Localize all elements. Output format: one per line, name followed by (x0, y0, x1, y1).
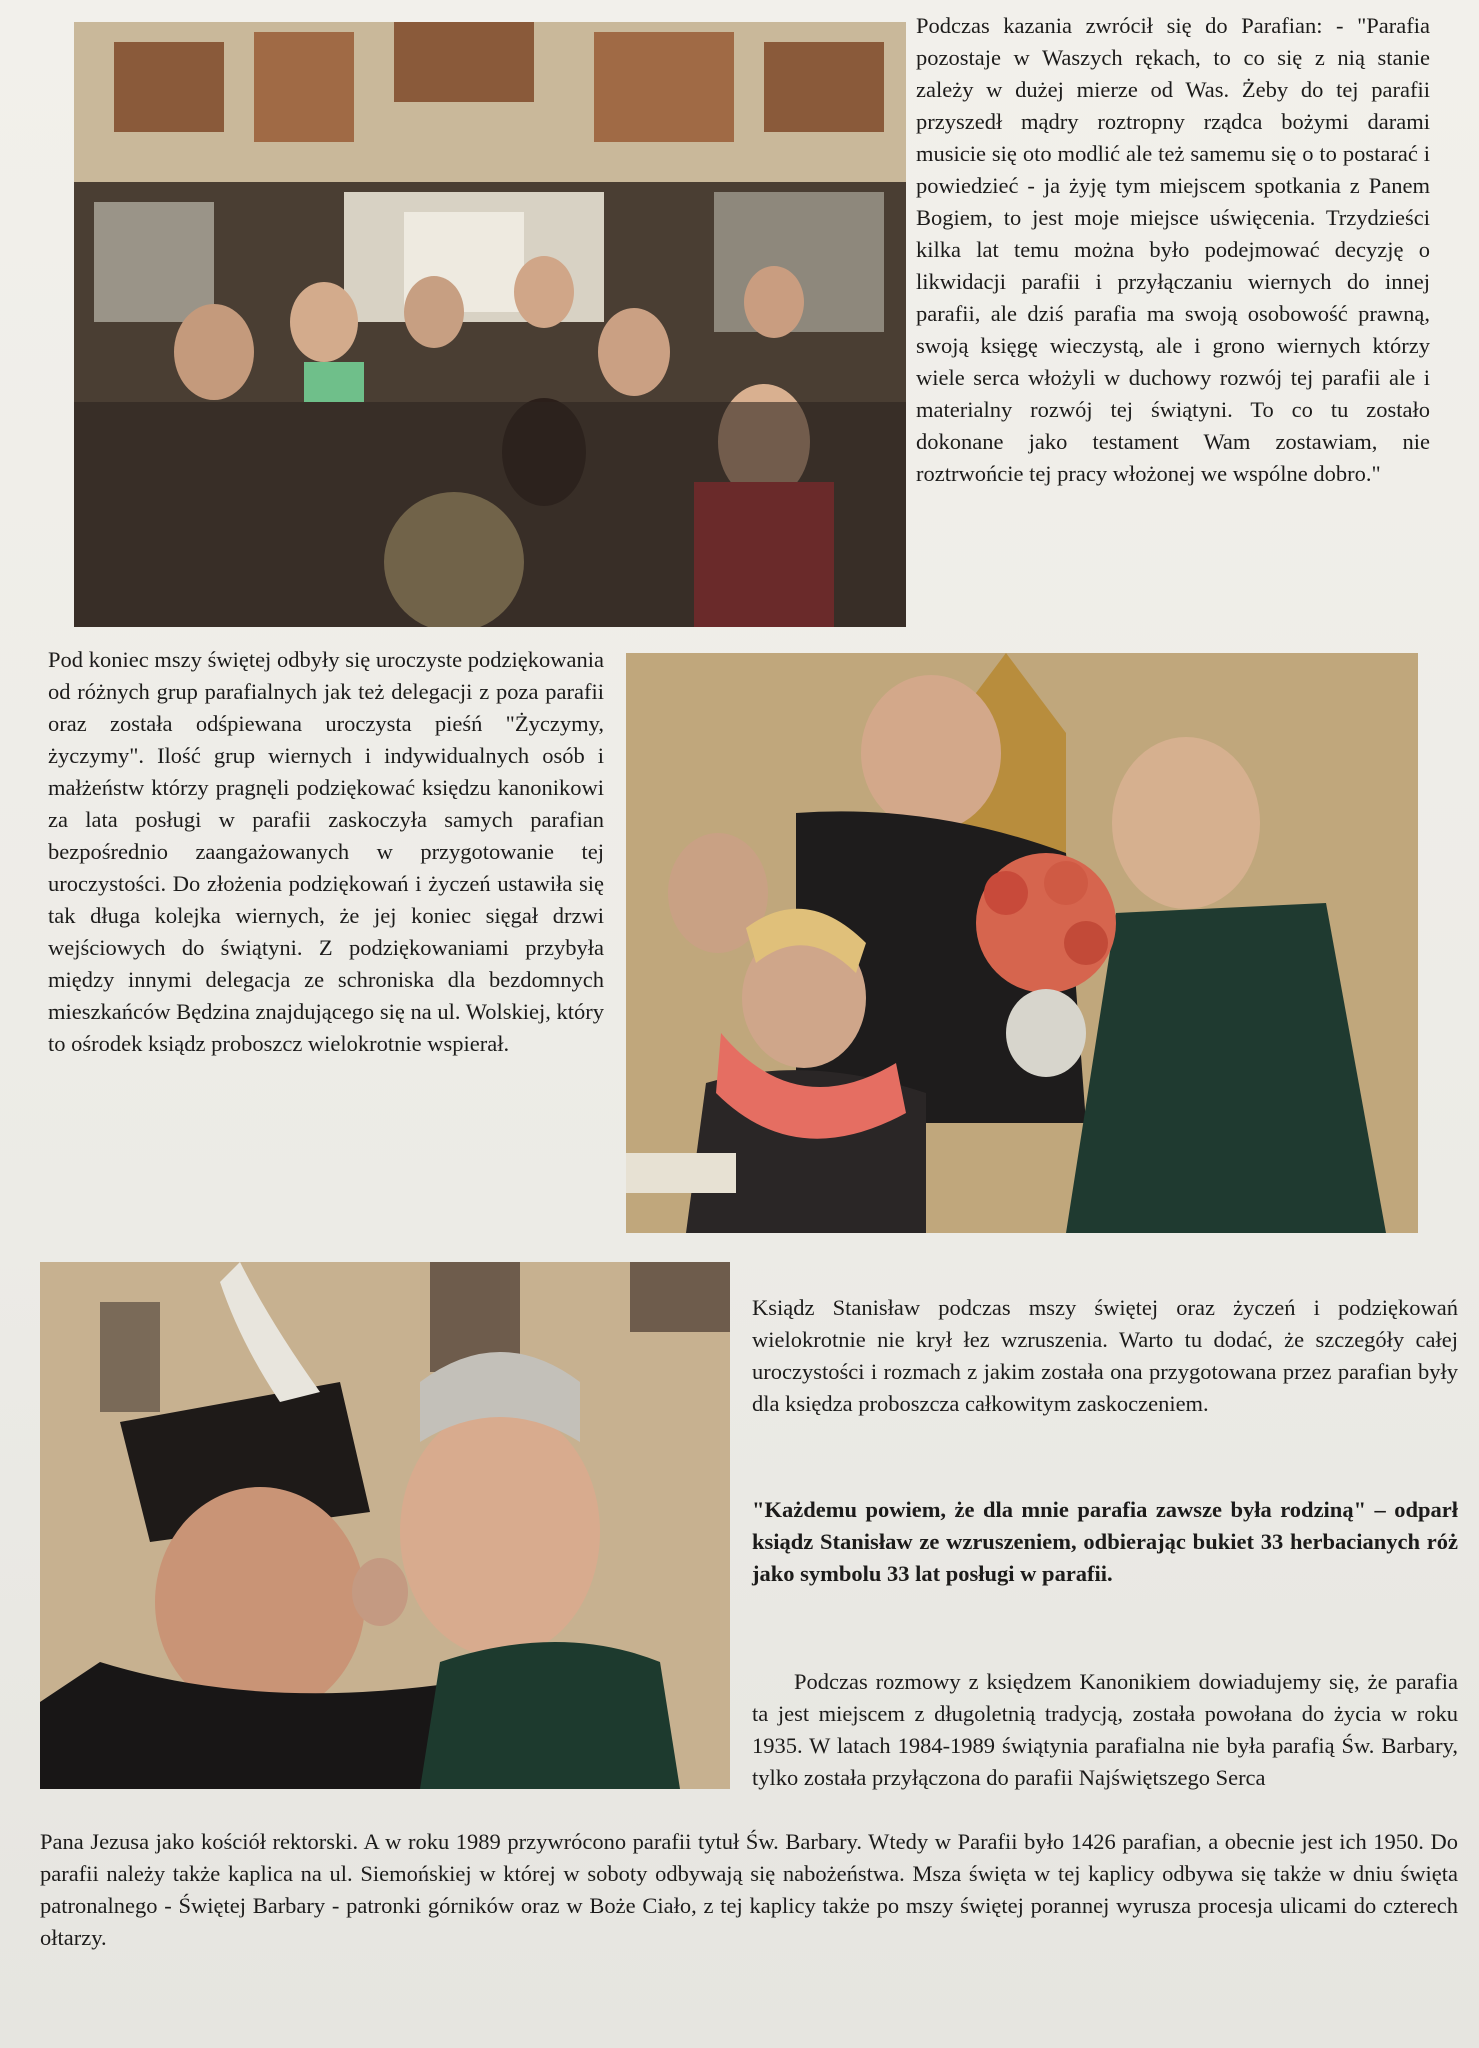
sermon-text: Podczas kazania zwrócił się do Parafian: - "Parafia pozostaje w Waszych rękach, to co się z nią stanie zależy w dużej mierze od Was. Żeby do tej parafii przyszedł mądry roztropny rządca bożymi darami musicie się oto modlić ale też samemu się o to postarać i powiedzieć - ja żyję tym miejscem spotkania z Panem Bogiem, to jest moje miejsce uświęcenia. Trzydzieści kilka lat temu można było podejmować decyzję o likwidacji parafii i przyłączaniu wiernych do innej parafii, ale dziś parafia ma swoją osobowość prawną, swoją księgę wieczystą, ale i grono wiernych którzy wiele serca włożyli w duchowy rozwój tej parafii ale i materialny rozwój tej świątyni. To co tu zostało dokonane jako testament Wam zostawiam, nie roztrwońcie tej pracy włożonej we wspólne dobro." (916, 13, 1430, 486)
quote-paragraph (752, 1494, 1458, 1590)
thanks-text: Pod koniec mszy świętej odbyły się uroczyste podziękowania od różnych grup parafialnych jak też delegacji z poza parafii oraz została odśpiewana uroczysta pieśń "Życzymy, życzymy". Ilość grup wiernych i indywidualnych osób i małżeństw którzy pragnęli podziękować księdzu kanonikowi za lata posługi w parafii zaskoczyła samych parafian bezpośrednio zaangażowanych w przygotowanie tej uroczystości. Do złożenia podziękowań i życzeń ustawiła się tak długa kolejka wiernych, że jej koniec sięgał drzwi wejściowych do świątyni. Z podziękowaniami przybyła między innymi delegacja ze schroniska dla bezdomnych mieszkańców Będzina znajdującego się na ul. Wolskiej, który to ośrodek ksiądz proboszcz wielokrotnie wspierał. (48, 647, 604, 1056)
miner-greeting-photo (40, 1262, 730, 1789)
history-lead-text: Podczas rozmowy z księdzem Kanonikiem dowiadujemy się, że parafia ta jest miejscem z długoletnią tradycją, została powołana do życia w roku 1935. W latach 1984-1989 świątynia parafialna nie była parafią Św. Barbary, tylko została przyłączona do parafii Najświętszego Serca (752, 1669, 1458, 1790)
church-congregation-photo (74, 22, 906, 627)
quote-text: "Każdemu powiem, że dla mnie parafia zawsze była rodziną" – odparł ksiądz Stanisław ze wzruszeniem, odbierając bukiet 33 herbacianych róż jako symbolu 33 lat posługi w parafii. (752, 1497, 1458, 1586)
thanks-paragraph (48, 644, 604, 1060)
emotion-paragraph (752, 1292, 1458, 1420)
history-rest-text: Pana Jezusa jako kościół rektorski. A w roku 1989 przywrócono parafii tytuł Św. Barbary. Wtedy w Parafii było 1426 parafian, a obecnie jest ich 1950. Do parafii należy także kaplica na ul. Siemońskiej w której w soboty odbywają się nabożeństwa. Msza święta w tej kaplicy odbywa się także w dniu święta patronalnego - Świętej Barbary - patronki górników oraz w Boże Ciało, z tej kaplicy także po mszy świętej porannej wyrusza procesja ulicami do czterech ołtarzy. (40, 1829, 1458, 1950)
history-rest-paragraph (40, 1826, 1458, 1954)
sermon-paragraph (916, 10, 1430, 490)
history-lead-paragraph (752, 1666, 1458, 1794)
bouquet-presentation-photo (626, 653, 1418, 1233)
emotion-text: Ksiądz Stanisław podczas mszy świętej oraz życzeń i podziękowań wielokrotnie nie krył łez wzruszenia. Warto tu dodać, że szczegóły całej uroczystości i rozmach z jakim została ona przygotowana przez parafian były dla księdza proboszcza całkowitym zaskoczeniem. (752, 1295, 1458, 1416)
